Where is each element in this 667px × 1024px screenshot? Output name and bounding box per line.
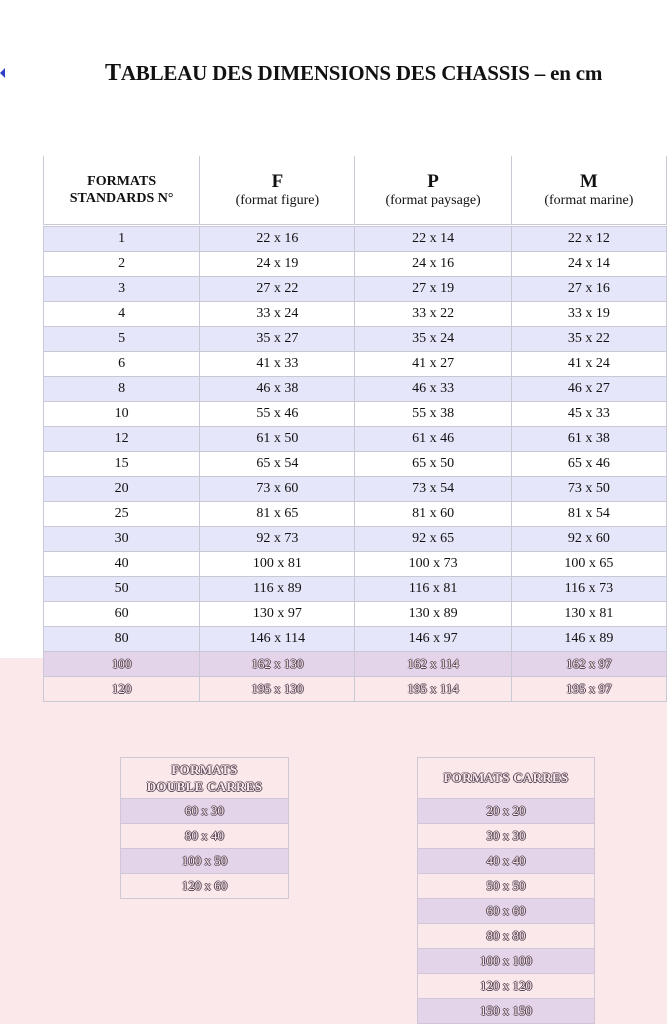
table-row (44, 277, 667, 302)
format-number-cell: 10 (44, 402, 200, 427)
dimension-cell: 24 x 14 (511, 252, 666, 277)
carres-row (418, 924, 595, 949)
dimension-cell (355, 652, 511, 677)
format-number-cell: 1 (44, 227, 200, 252)
format-number-cell: 12 (44, 427, 200, 452)
dimension-cell: 65 x 50 (355, 452, 511, 477)
format-number-cell (44, 652, 200, 677)
carres-value: 50 x 50 (486, 878, 526, 893)
dimension-cell: 146 x 89 (511, 627, 666, 652)
carres-row (418, 799, 595, 824)
header-f-letter: F (271, 171, 284, 192)
carres-row (418, 899, 595, 924)
header-formats (44, 156, 200, 225)
cell-text: 195 x 114 (407, 680, 459, 696)
dimension-cell: 116 x 73 (511, 577, 666, 602)
dimension-cell: 22 x 14 (355, 227, 511, 252)
format-number-cell: 4 (44, 302, 200, 327)
header-formats-line1: FORMATS (87, 174, 157, 189)
dimension-cell: 27 x 19 (355, 277, 511, 302)
carres-row (418, 999, 595, 1024)
dimension-cell: 61 x 38 (511, 427, 666, 452)
table-row (44, 477, 667, 502)
header-p-sub: (format paysage) (385, 193, 481, 208)
double-carres-body (121, 799, 289, 899)
dimension-cell: 35 x 22 (511, 327, 666, 352)
double-carres-value: 100 x 50 (181, 853, 228, 868)
table-row (44, 677, 667, 702)
dimension-cell: 100 x 65 (511, 552, 666, 577)
double-carres-header (121, 758, 289, 799)
table-row (44, 302, 667, 327)
carres-table (417, 757, 595, 1024)
carres-cell (418, 924, 595, 949)
header-f (200, 156, 355, 225)
format-number-cell: 2 (44, 252, 200, 277)
dimension-cell: 46 x 33 (355, 377, 511, 402)
table-row (44, 527, 667, 552)
carres-value: 120 x 120 (480, 978, 532, 993)
table-row (44, 327, 667, 352)
dimension-cell (200, 677, 355, 702)
page-title (105, 60, 602, 87)
table-row (44, 627, 667, 652)
cell-text: 162 x 97 (566, 655, 612, 671)
double-carres-cell (121, 874, 289, 899)
dimension-cell: 116 x 89 (200, 577, 355, 602)
dimension-cell: 81 x 54 (511, 502, 666, 527)
carres-value: 80 x 80 (486, 928, 526, 943)
cell-text: 100 (111, 655, 132, 671)
cell-text: 162 x 130 (251, 655, 304, 671)
dimension-cell: 22 x 12 (511, 227, 666, 252)
carres-cell (418, 949, 595, 974)
double-carres-row (121, 799, 289, 824)
dimension-cell: 35 x 24 (355, 327, 511, 352)
carres-cell (418, 874, 595, 899)
dimension-cell: 100 x 73 (355, 552, 511, 577)
dimension-cell: 81 x 60 (355, 502, 511, 527)
dimension-cell: 92 x 73 (200, 527, 355, 552)
format-number-cell: 6 (44, 352, 200, 377)
table-row (44, 602, 667, 627)
dimension-cell: 116 x 81 (355, 577, 511, 602)
double-carres-row (121, 874, 289, 899)
header-m-sub: (format marine) (544, 193, 634, 208)
format-number-cell: 3 (44, 277, 200, 302)
dimension-cell (355, 677, 511, 702)
carres-cell (418, 849, 595, 874)
dimension-cell: 24 x 19 (200, 252, 355, 277)
table-row (44, 252, 667, 277)
dimension-cell: 100 x 81 (200, 552, 355, 577)
dimension-cell: 73 x 60 (200, 477, 355, 502)
dimension-cell: 146 x 114 (200, 627, 355, 652)
dimension-cell: 46 x 27 (511, 377, 666, 402)
double-carres-header-row (121, 758, 289, 799)
carres-body (418, 799, 595, 1024)
dimension-cell: 130 x 89 (355, 602, 511, 627)
table-body (44, 225, 667, 702)
dimension-cell: 73 x 54 (355, 477, 511, 502)
table-row (44, 452, 667, 477)
cell-text: 162 x 114 (407, 655, 459, 671)
dimension-cell: 61 x 46 (355, 427, 511, 452)
header-row (44, 156, 667, 225)
dimensions-table (43, 156, 667, 702)
dimension-cell: 33 x 19 (511, 302, 666, 327)
carres-value: 40 x 40 (486, 853, 526, 868)
dimension-cell: 61 x 50 (200, 427, 355, 452)
format-number-cell: 60 (44, 602, 200, 627)
table-row (44, 552, 667, 577)
cell-text: 195 x 97 (566, 680, 612, 696)
header-p (355, 156, 511, 225)
dimension-cell (200, 652, 355, 677)
double-carres-cell (121, 799, 289, 824)
carres-row (418, 974, 595, 999)
carres-cell (418, 974, 595, 999)
format-number-cell: 30 (44, 527, 200, 552)
double-carres-cell (121, 824, 289, 849)
back-arrow-icon[interactable] (0, 68, 5, 78)
dimension-cell: 55 x 38 (355, 402, 511, 427)
dimension-cell: 55 x 46 (200, 402, 355, 427)
carres-cell (418, 824, 595, 849)
header-formats-line2: STANDARDS N° (69, 191, 174, 206)
title-initial: T (105, 60, 121, 86)
format-number-cell: 20 (44, 477, 200, 502)
dimension-cell (511, 677, 666, 702)
carres-cell (418, 999, 595, 1024)
carres-row (418, 849, 595, 874)
carres-header (418, 758, 595, 799)
carres-header-text: FORMATS CARRES (443, 770, 569, 785)
double-carres-cell (121, 849, 289, 874)
carres-row (418, 949, 595, 974)
dimension-cell: 45 x 33 (511, 402, 666, 427)
dimension-cell: 65 x 46 (511, 452, 666, 477)
dimension-cell: 33 x 22 (355, 302, 511, 327)
dimension-cell: 92 x 65 (355, 527, 511, 552)
table-row (44, 427, 667, 452)
table-row (44, 402, 667, 427)
double-carres-value: 60 x 30 (185, 803, 224, 818)
double-carres-header-line1: FORMATS (171, 762, 238, 777)
dimension-cell: 41 x 33 (200, 352, 355, 377)
format-number-cell (44, 677, 200, 702)
format-number-cell: 80 (44, 627, 200, 652)
dimension-cell: 46 x 38 (200, 377, 355, 402)
table-row (44, 227, 667, 252)
dimension-cell: 27 x 22 (200, 277, 355, 302)
carres-header-row (418, 758, 595, 799)
carres-value: 60 x 60 (486, 903, 526, 918)
format-number-cell: 40 (44, 552, 200, 577)
carres-cell (418, 899, 595, 924)
dimension-cell: 92 x 60 (511, 527, 666, 552)
dimension-cell: 35 x 27 (200, 327, 355, 352)
title-rest: ABLEAU DES DIMENSIONS DES CHASSIS – en cm (120, 61, 603, 85)
dimension-cell (511, 652, 666, 677)
double-carres-row (121, 824, 289, 849)
header-p-letter: P (427, 171, 439, 192)
carres-value: 20 x 20 (486, 803, 526, 818)
double-carres-header-line2: DOUBLE CARRES (146, 779, 263, 794)
carres-value: 30 x 30 (486, 828, 526, 843)
carres-row (418, 874, 595, 899)
dimension-cell: 146 x 97 (355, 627, 511, 652)
header-m-letter: M (579, 171, 598, 192)
table-row (44, 652, 667, 677)
carres-value: 150 x 150 (480, 1003, 532, 1018)
double-carres-table (120, 757, 289, 899)
dimension-cell: 130 x 81 (511, 602, 666, 627)
dimension-cell: 73 x 50 (511, 477, 666, 502)
double-carres-value: 120 x 60 (181, 878, 228, 893)
cell-text: 120 (111, 680, 132, 696)
header-f-sub: (format figure) (235, 193, 320, 208)
dimension-cell: 22 x 16 (200, 227, 355, 252)
table-row (44, 352, 667, 377)
double-carres-row (121, 849, 289, 874)
dimension-cell: 41 x 27 (355, 352, 511, 377)
format-number-cell: 8 (44, 377, 200, 402)
format-number-cell: 15 (44, 452, 200, 477)
dimension-cell: 33 x 24 (200, 302, 355, 327)
dimension-cell: 24 x 16 (355, 252, 511, 277)
dimension-cell: 130 x 97 (200, 602, 355, 627)
carres-value: 100 x 100 (480, 953, 532, 968)
format-number-cell: 5 (44, 327, 200, 352)
table-row (44, 577, 667, 602)
table-row (44, 502, 667, 527)
header-m (511, 156, 666, 225)
format-number-cell: 25 (44, 502, 200, 527)
dimension-cell: 27 x 16 (511, 277, 666, 302)
dimension-cell: 65 x 54 (200, 452, 355, 477)
double-carres-value: 80 x 40 (185, 828, 224, 843)
carres-row (418, 824, 595, 849)
dimension-cell: 81 x 65 (200, 502, 355, 527)
format-number-cell: 50 (44, 577, 200, 602)
table-row (44, 377, 667, 402)
cell-text: 195 x 130 (251, 680, 304, 696)
carres-cell (418, 799, 595, 824)
dimension-cell: 41 x 24 (511, 352, 666, 377)
